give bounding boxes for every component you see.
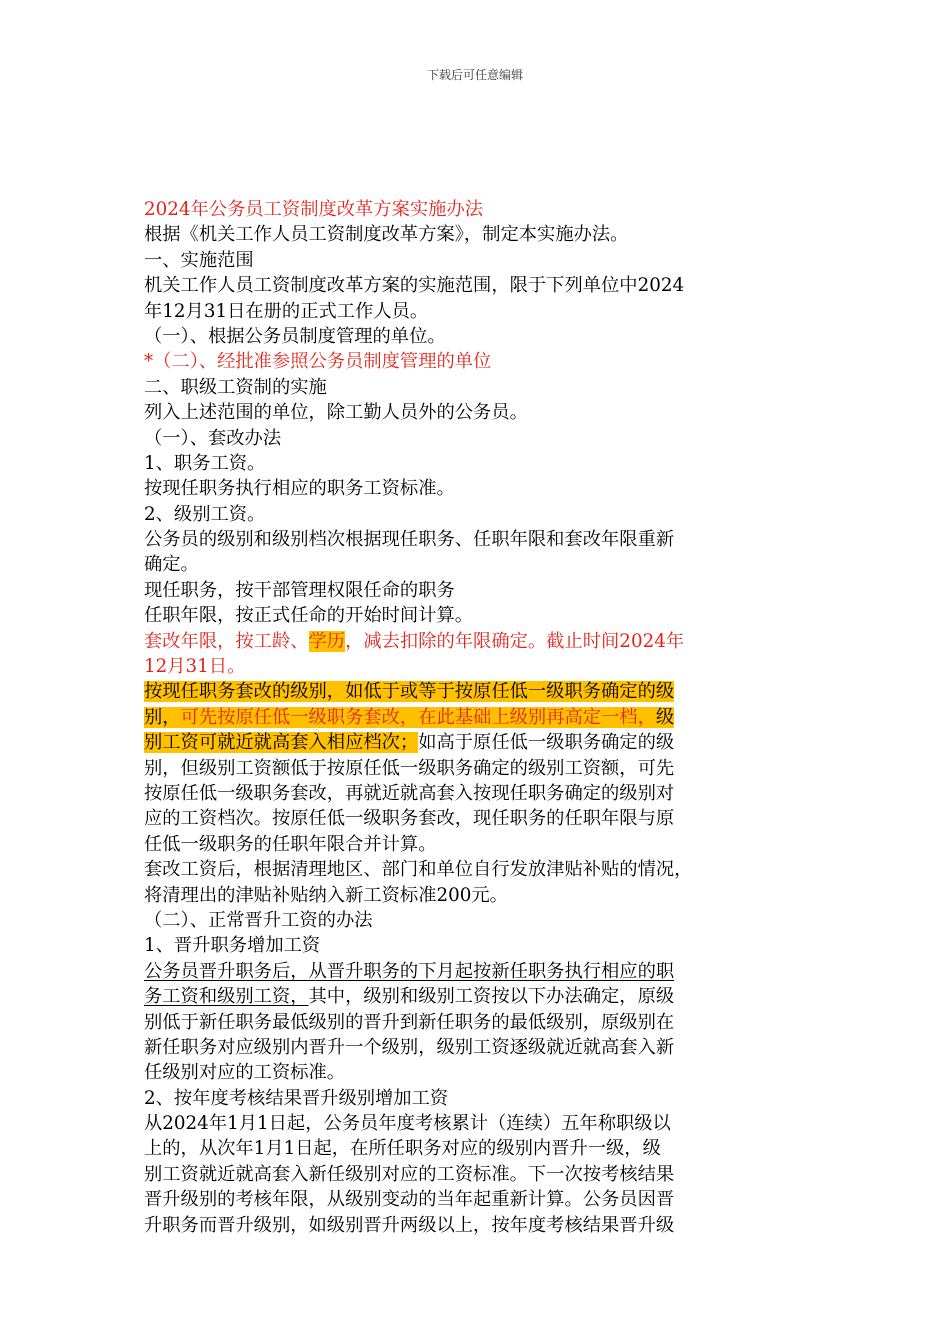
text-line bbox=[144, 197, 804, 222]
text-segment: 其中，级别和级别工资按以下办法确定，原级 bbox=[308, 986, 675, 1008]
text-segment: 列入上述范围的单位，除工勤人员外的公务员。 bbox=[144, 402, 528, 424]
text-segment: 任级别对应的工资标准。 bbox=[144, 1062, 346, 1084]
text-line bbox=[144, 299, 804, 324]
text-line bbox=[144, 578, 804, 603]
text-segment: 按原任低一级职务套改，再就近就高套入按现任职务确定的级别对 bbox=[144, 782, 675, 804]
text-segment: 级 bbox=[655, 706, 675, 728]
text-segment: 任职年限，按正式任命的开始时间计算。 bbox=[144, 605, 474, 627]
text-line bbox=[144, 1010, 804, 1035]
text-segment: 1、晋升职务增加工资 bbox=[144, 935, 321, 957]
text-segment: 务工资和级别工资， bbox=[144, 986, 309, 1008]
text-line bbox=[144, 781, 804, 806]
text-line bbox=[144, 248, 804, 273]
text-segment: （一）、套改办法 bbox=[144, 427, 282, 449]
text-segment: 按现任职务执行相应的职务工资标准。 bbox=[144, 478, 455, 500]
text-line bbox=[144, 426, 804, 451]
text-segment: 升职务而晋升级别，如级别晋升两级以上，按年度考核结果晋升级 bbox=[144, 1214, 675, 1236]
text-line bbox=[144, 654, 804, 679]
text-segment: 现任职务，按干部管理权限任命的职务 bbox=[144, 579, 455, 601]
text-segment: 二、职级工资制的实施 bbox=[144, 376, 327, 398]
text-line bbox=[144, 273, 804, 298]
text-segment: 别工资可就近就高套入相应档次； bbox=[144, 732, 419, 754]
text-segment: 将清理出的津贴补贴纳入新工资标准200元。 bbox=[144, 884, 508, 906]
text-segment: （一）、根据公务员制度管理的单位。 bbox=[144, 325, 446, 347]
text-segment: 1、职务工资。 bbox=[144, 452, 266, 474]
text-segment: 公务员晋升职务后，从晋升职务的下月起按新任职务执行相应的职 bbox=[144, 960, 675, 982]
text-line bbox=[144, 933, 804, 958]
text-line bbox=[144, 959, 804, 984]
text-segment: （二）、正常晋升工资的办法 bbox=[144, 909, 373, 931]
text-line bbox=[144, 1060, 804, 1085]
text-line bbox=[144, 1035, 804, 1060]
text-line bbox=[144, 883, 804, 908]
text-segment: 12月31日。 bbox=[144, 656, 246, 678]
text-line bbox=[144, 832, 804, 857]
text-segment: 年12月31日在册的正式工作人员。 bbox=[144, 300, 429, 322]
text-line bbox=[144, 349, 804, 374]
text-segment: 应的工资档次。按原任低一级职务套改，现任职务的任职年限与原 bbox=[144, 808, 675, 830]
text-segment: 套改年限，按工龄、 bbox=[144, 630, 309, 652]
text-line bbox=[144, 984, 804, 1009]
text-segment: 新任职务对应级别内晋升一个级别，级别工资逐级就近就高套入新 bbox=[144, 1036, 675, 1058]
text-segment: 根据《机关工作人员工资制度改革方案》，制定本实施办法。 bbox=[144, 224, 629, 246]
text-segment: 别，但级别工资额低于按原任低一级职务确定的级别工资额，可先 bbox=[144, 757, 675, 779]
text-line bbox=[144, 629, 804, 654]
text-line bbox=[144, 527, 804, 552]
text-line bbox=[144, 908, 804, 933]
text-line bbox=[144, 1187, 804, 1212]
text-segment: 机关工作人员工资制度改革方案的实施范围，限于下列单位中2024 bbox=[144, 275, 685, 297]
text-line bbox=[144, 476, 804, 501]
text-segment: 2、按年度考核结果晋升级别增加工资 bbox=[144, 1087, 449, 1109]
text-segment: 2、级别工资。 bbox=[144, 503, 266, 525]
text-segment: 2024年公务员工资制度改革方案实施办法 bbox=[144, 199, 484, 220]
text-line bbox=[144, 806, 804, 831]
text-segment: 晋升级别的考核年限，从级别变动的当年起重新计算。公务员因晋 bbox=[144, 1189, 675, 1211]
text-line bbox=[144, 451, 804, 476]
text-segment: 一、实施范围 bbox=[144, 249, 254, 271]
text-segment: 可先按原任低一级职务套改，在此基础上级别再高定一档， bbox=[180, 706, 656, 728]
text-segment: 别工资就近就高套入新任级别对应的工资标准。下一次按考核结果 bbox=[144, 1163, 675, 1185]
text-segment: 别， bbox=[144, 706, 181, 728]
text-segment: 任低一级职务的任职年限合并计算。 bbox=[144, 833, 437, 855]
text-line bbox=[144, 857, 804, 882]
text-line bbox=[144, 1213, 804, 1238]
text-line bbox=[144, 375, 804, 400]
text-line bbox=[144, 705, 804, 730]
text-line bbox=[144, 502, 804, 527]
text-segment: 如高于原任低一级职务确定的级 bbox=[418, 732, 675, 754]
text-segment: 别低于新任职务最低级别的晋升到新任职务的最低级别，原级别在 bbox=[144, 1011, 675, 1033]
text-line bbox=[144, 222, 804, 247]
text-line bbox=[144, 603, 804, 628]
text-line bbox=[144, 730, 804, 755]
text-line bbox=[144, 400, 804, 425]
text-line bbox=[144, 1111, 804, 1136]
text-segment: 确定。 bbox=[144, 554, 199, 576]
text-segment: *（二）、经批准参照公务员制度管理的单位 bbox=[144, 351, 492, 373]
text-segment: 从2024年1月1日起，公务员年度考核累计（连续）五年称职级以 bbox=[144, 1113, 671, 1135]
text-segment: ，减去扣除的年限确定。截止时间2024年 bbox=[345, 630, 685, 652]
text-line bbox=[144, 552, 804, 577]
text-segment: 按现任职务套改的级别，如低于或等于按原任低一级职务确定的级 bbox=[144, 681, 675, 703]
text-segment: 上的，从次年1月1日起，在所任职务对应的级别内晋升一级，级 bbox=[144, 1138, 661, 1160]
text-segment: 学历 bbox=[308, 630, 346, 652]
page-header: 下载后可任意编辑 bbox=[426, 68, 523, 82]
text-line bbox=[144, 1086, 804, 1111]
document-body bbox=[144, 197, 804, 1238]
text-line bbox=[144, 1162, 804, 1187]
text-line bbox=[144, 756, 804, 781]
text-line bbox=[144, 1136, 804, 1161]
text-line bbox=[144, 324, 804, 349]
text-segment: 公务员的级别和级别档次根据现任职务、任职年限和套改年限重新 bbox=[144, 529, 675, 551]
text-line bbox=[144, 679, 804, 704]
text-segment: 套改工资后，根据清理地区、部门和单位自行发放津贴补贴的情况， bbox=[144, 859, 693, 881]
